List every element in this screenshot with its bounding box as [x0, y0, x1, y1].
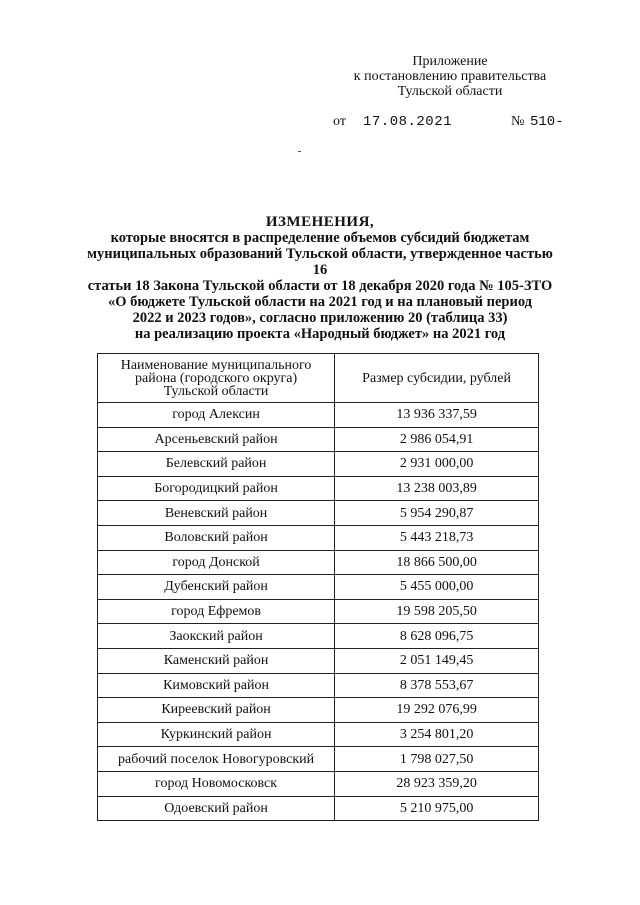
municipality-cell: Заокский район	[98, 624, 335, 649]
amount-cell: 2 051 149,45	[335, 648, 539, 673]
amount-cell: 19 292 076,99	[335, 698, 539, 723]
amount-cell: 5 210 975,00	[335, 796, 539, 821]
amount-cell: 1 798 027,50	[335, 747, 539, 772]
document-title: ИЗМЕНЕНИЯ,	[265, 214, 375, 230]
order-number: 510-	[530, 114, 564, 130]
amount-cell: 5 455 000,00	[335, 575, 539, 600]
municipality-cell: Каменский район	[98, 648, 335, 673]
heading-line: 2022 и 2023 годов», согласно приложению 20 (таблица 33)	[132, 310, 508, 326]
municipality-cell: Белевский район	[98, 452, 335, 477]
municipality-cell: город Алексин	[98, 403, 335, 428]
municipality-cell: город Ефремов	[98, 599, 335, 624]
amount-cell: 18 866 500,00	[335, 550, 539, 575]
heading-line: статьи 18 Закона Тульской области от 18 декабря 2020 года № 105-ЗТО	[87, 278, 553, 294]
appendix-line: Приложение	[412, 54, 488, 69]
amount-cell: 28 923 359,20	[335, 771, 539, 796]
column-header-municipality	[98, 354, 335, 403]
header-line: района (городского округа)	[135, 370, 298, 386]
subsidy-table	[97, 353, 539, 821]
municipality-cell: рабочий поселок Новогуровский	[98, 747, 335, 772]
heading-line: которые вносятся в распределение объемов субсидий бюджетам	[110, 230, 530, 246]
municipality-cell: Арсеньевский район	[98, 427, 335, 452]
municipality-cell: Одоевский район	[98, 796, 335, 821]
table-row	[98, 673, 539, 698]
amount-cell: 2 986 054,91	[335, 427, 539, 452]
amount-cell: 13 936 337,59	[335, 403, 539, 428]
heading-line: «О бюджете Тульской области на 2021 год и на плановый период	[107, 294, 533, 310]
amount-cell: 3 254 801,20	[335, 722, 539, 747]
header-line: Наименование муниципального	[120, 357, 312, 373]
table-row	[98, 575, 539, 600]
municipality-cell: Киреевский район	[98, 698, 335, 723]
table-row	[98, 476, 539, 501]
amount-cell: 5 443 218,73	[335, 525, 539, 550]
municipality-cell: Богородицкий район	[98, 476, 335, 501]
municipality-cell: Куркинский район	[98, 722, 335, 747]
amount-cell: 2 931 000,00	[335, 452, 539, 477]
order-date: 17.08.2021	[363, 114, 453, 130]
amount-cell: 5 954 290,87	[335, 501, 539, 526]
amount-cell: 13 238 003,89	[335, 476, 539, 501]
order-number-label: №	[511, 114, 525, 129]
table-row	[98, 525, 539, 550]
table-row	[98, 698, 539, 723]
appendix-line: Тульской области	[397, 84, 503, 99]
table-row	[98, 599, 539, 624]
table-row	[98, 747, 539, 772]
table-row	[98, 501, 539, 526]
heading-line: муниципальных образований Тульской области, утвержденное частью 16	[87, 246, 553, 278]
document-heading	[80, 214, 560, 342]
table-row	[98, 452, 539, 477]
appendix-note	[330, 54, 570, 99]
table-row	[98, 427, 539, 452]
amount-cell: 19 598 205,50	[335, 599, 539, 624]
header-line: Тульской области	[163, 383, 269, 399]
municipality-cell: Дубенский район	[98, 575, 335, 600]
table-row	[98, 550, 539, 575]
amount-cell: 8 628 096,75	[335, 624, 539, 649]
order-date-label: от	[333, 114, 346, 129]
municipality-cell: Воловский район	[98, 525, 335, 550]
appendix-line: к постановлению правительства	[353, 69, 547, 84]
scan-speck	[298, 151, 301, 152]
table-header-row	[98, 354, 539, 403]
column-header-amount: Размер субсидии, рублей	[335, 354, 539, 403]
table-row	[98, 624, 539, 649]
heading-line: на реализацию проекта «Народный бюджет» на 2021 год	[134, 326, 506, 342]
table-row	[98, 771, 539, 796]
municipality-cell: Кимовский район	[98, 673, 335, 698]
table-row	[98, 796, 539, 821]
municipality-cell: город Новомосковск	[98, 771, 335, 796]
table-row	[98, 648, 539, 673]
table-row	[98, 722, 539, 747]
order-reference	[0, 114, 640, 134]
municipality-cell: город Донской	[98, 550, 335, 575]
table-row	[98, 403, 539, 428]
amount-cell: 8 378 553,67	[335, 673, 539, 698]
municipality-cell: Веневский район	[98, 501, 335, 526]
